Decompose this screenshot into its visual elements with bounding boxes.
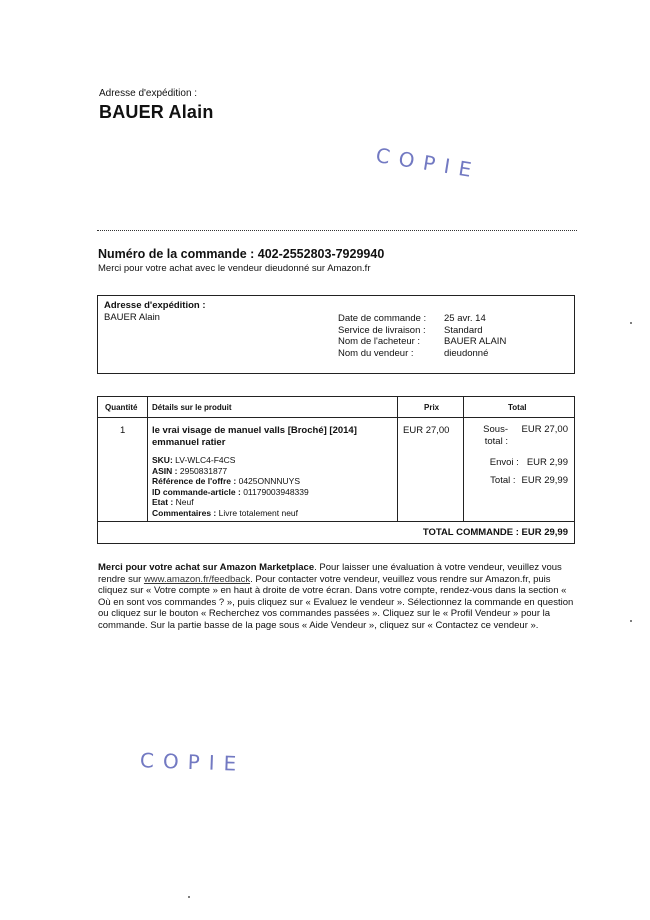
comments-value: Livre totalement neuf bbox=[218, 507, 299, 518]
item-totals bbox=[478, 424, 568, 486]
column-divider bbox=[147, 397, 148, 521]
sku-value: LV-WLC4-F4CS bbox=[175, 455, 236, 465]
shipping-cost-label: Envoi : bbox=[489, 457, 519, 468]
marketplace-thanks: Merci pour votre achat sur Amazon Marketplace bbox=[98, 562, 315, 573]
shipping-cost-row bbox=[478, 457, 568, 469]
order-date-row bbox=[338, 313, 506, 325]
delivery-service-value: Standard bbox=[444, 324, 483, 336]
offer-ref-label: Référence de l'offre : bbox=[152, 476, 237, 486]
order-item-id-label: ID commande-article : bbox=[152, 486, 241, 497]
buyer-name-label: Nom de l'acheteur : bbox=[338, 336, 421, 347]
sku-row bbox=[152, 455, 309, 466]
shipping-box-heading: Adresse d'expédition : bbox=[104, 300, 206, 311]
comments-row bbox=[152, 508, 309, 519]
subtotal-row bbox=[478, 424, 568, 447]
marketplace-info-paragraph bbox=[98, 562, 576, 632]
order-date-value: 25 avr. 14 bbox=[444, 313, 486, 324]
order-number-title: Numéro de la commande : 402-2552803-7929940 bbox=[98, 247, 385, 261]
header-product-details: Détails sur le produit bbox=[152, 403, 232, 412]
dotted-separator bbox=[97, 230, 577, 231]
subtotal-value: EUR 27,00 bbox=[521, 424, 568, 435]
order-items-table bbox=[97, 396, 575, 544]
shipping-cost-value: EUR 2,99 bbox=[526, 457, 568, 468]
delivery-service-row bbox=[338, 325, 506, 337]
scan-speck bbox=[630, 620, 632, 622]
scan-speck bbox=[630, 322, 632, 324]
order-date-label: Date de commande : bbox=[338, 313, 427, 324]
feedback-text: . Pour laisser une évaluation à votre vendeur, veuillez vous rendre sur bbox=[98, 562, 562, 585]
grand-total: TOTAL COMMANDE : EUR 29,99 bbox=[422, 527, 568, 538]
offer-ref-row bbox=[152, 476, 309, 487]
feedback-link[interactable]: www.amazon.fr/feedback bbox=[143, 573, 251, 585]
order-item-id-value: 01179003948339 bbox=[243, 486, 309, 497]
seller-name-label: Nom du vendeur : bbox=[338, 347, 414, 359]
asin-row bbox=[152, 466, 309, 477]
item-price: EUR 27,00 bbox=[403, 425, 450, 436]
delivery-service-label: Service de livraison : bbox=[338, 324, 426, 336]
comments-label: Commentaires : bbox=[152, 507, 217, 518]
header-price: Prix bbox=[424, 403, 440, 412]
item-details bbox=[152, 455, 309, 518]
table-footer-divider bbox=[98, 521, 574, 522]
subtotal-label: Sous-total : bbox=[483, 424, 508, 447]
condition-label: Etat : bbox=[152, 497, 174, 507]
asin-value: 2950831877 bbox=[179, 465, 228, 476]
header-total: Total bbox=[508, 403, 527, 412]
scan-speck bbox=[188, 896, 190, 898]
sku-label: SKU: bbox=[152, 455, 173, 465]
buyer-name-row bbox=[338, 336, 506, 348]
item-title: le vrai visage de manuel valls [Broché] [2014] emmanuel ratier bbox=[152, 425, 357, 448]
column-divider bbox=[463, 397, 464, 521]
seller-name-value: dieudonné bbox=[444, 347, 489, 359]
copy-stamp-bottom: COPIE bbox=[139, 748, 246, 776]
header-quantity: Quantité bbox=[105, 403, 138, 412]
total-value: EUR 29,99 bbox=[521, 474, 568, 486]
total-row bbox=[478, 475, 568, 487]
shipping-info-box bbox=[97, 295, 575, 374]
contact-instructions: . Pour contacter votre vendeur, veuillez vous rendre sur Amazon.fr, puis cliquez sur « Votre compte » en haut à droite de votre écran. Dans votre compte, rendez-vous dans la section « Où en sont vos commandes ? », puis cliquez sur « Evaluez le vendeur ». Sélectionnez la commande en question ou cliquez sur le bouton « Recherchez vos commandes passées ». Cliquez sur le « Profil Vendeur » pour la commande. Sur la partie basse de la page sous « Aide Vendeur », cliquez sur « Contactez ce vendeur ». bbox=[98, 573, 574, 631]
offer-ref-value: 0425ONNNUYS bbox=[238, 476, 301, 486]
order-item-id-row bbox=[152, 487, 309, 498]
seller-name-row bbox=[338, 348, 506, 360]
shipping-box-name: BAUER Alain bbox=[104, 312, 160, 323]
shipping-address-label: Adresse d'expédition : bbox=[99, 88, 198, 99]
seller-thanks-line: Merci pour votre achat avec le vendeur dieudonné sur Amazon.fr bbox=[98, 263, 371, 274]
copy-stamp-top: COPIE bbox=[374, 143, 483, 184]
total-label: Total : bbox=[490, 474, 516, 486]
recipient-name: BAUER Alain bbox=[99, 102, 214, 122]
asin-label: ASIN : bbox=[152, 465, 178, 476]
order-info-list bbox=[338, 313, 506, 359]
table-header-divider bbox=[98, 417, 574, 418]
buyer-name-value: BAUER ALAIN bbox=[444, 336, 507, 347]
column-divider bbox=[397, 397, 398, 521]
item-quantity: 1 bbox=[120, 425, 126, 436]
condition-value: Neuf bbox=[175, 497, 194, 507]
condition-row bbox=[152, 497, 309, 508]
